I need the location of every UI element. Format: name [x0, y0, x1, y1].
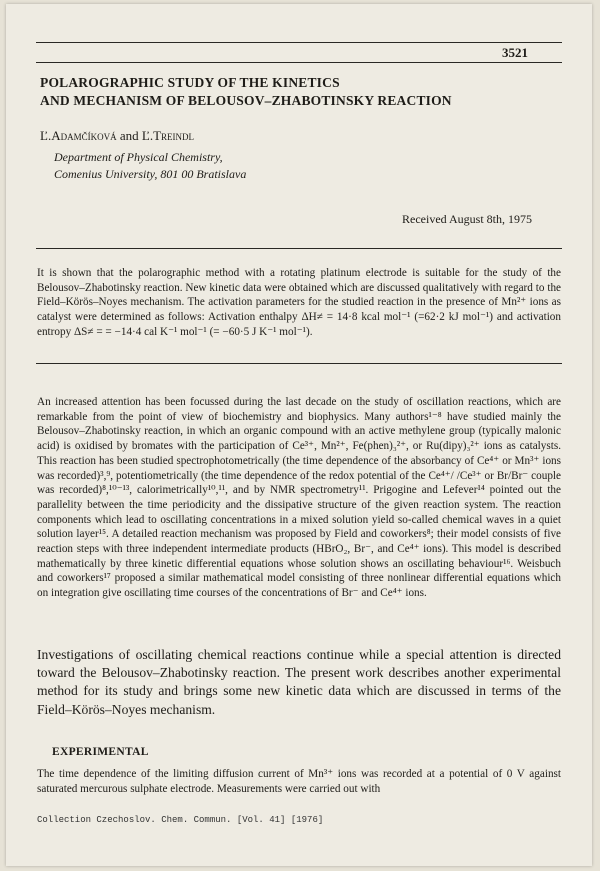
abstract-text: It is shown that the polarographic method with a rotating platinum electrode is suitable for the study of the Belousov–Zhabotinsky reaction. New kinetic data were obtained which are discussed qualitatively with regard to the Field–Körös–Noyes mechanism. The activation parameters for the studied reaction in the presence of Mn²⁺ ions as catalyst were determined as follows: Activation enthalpy ΔH≠ = 14·8 kcal mol⁻¹ (=62·2 kJ mol⁻¹) and activation entropy ΔS≠ = = −14·4 cal K⁻¹ mol⁻¹ (= −60·5 J K⁻¹ mol⁻¹). — [37, 267, 561, 338]
experimental-paragraph: The time dependence of the limiting diffusion current of Mn³⁺ ions was recorded at a potential of 0 V against saturated mercurous sulphate electrode. Measurements were carried out with — [37, 768, 561, 795]
affiliation-line-2: Comenius University, 801 00 Bratislava — [54, 167, 247, 181]
title-line-1: POLAROGRAPHIC STUDY OF THE KINETICS — [40, 75, 340, 90]
received-date: Received August 8th, 1975 — [402, 212, 532, 226]
page-number: 3521 — [502, 45, 528, 60]
abstract-rule-top — [36, 248, 562, 249]
title-line-2: AND MECHANISM OF BELOUSOV–ZHABOTINSKY REACTION — [40, 93, 452, 108]
affiliation — [54, 149, 246, 183]
author-2: Ľ.Treindl — [141, 128, 195, 143]
header-rule-top — [36, 42, 562, 43]
purpose-paragraph: Investigations of oscillating chemical reactions continue while a special attention is directed toward the Belousov–Zhabotinsky reaction. The present work describes another experimental method for its study and brings some new kinetic data which are discussed in terms of the Field–Körös–Noyes mechanism. — [37, 647, 561, 717]
author-1: Ľ.Adamčíková — [40, 128, 117, 143]
intro-paragraph: An increased attention has been focussed during the last decade on the study of oscillation reactions, which are remarkable from the point of view of biochemistry and biophysics. Many authors¹⁻⁸ have studied mainly the Belousov–Zhabotinsky reaction, in which an organic compound with an active methylene group (typically malonic acid) is oxidised by bromates with the participation of Ce³⁺, Mn²⁺, Fe(phen)₃²⁺, or Ru(dipy)₃²⁺ ions as catalysts. This reaction has been studied spectrophotometrically (the time dependence of the absorbancy of Ce⁴⁺ or Mn³⁺ ions was recorded)³,⁹, potentiometrically (the time dependence of the redox potential of the Ce⁴⁺/ /Ce³⁺ or Br/Br⁻ couple was recorded)⁸,¹⁰⁻¹³, calorimetrically¹⁰,¹¹, and by NMR spectrometry¹¹. Prigogine and Lefever¹⁴ pointed out the parallelity between the time periodicity and the dissipative structure of the given reaction system. The reaction components which lead to oscillating concentrations in a mixed solution yield so-called chemical waves in a quiet solution layer¹⁵. A detailed reaction mechanism was proposed by Field and coworkers⁸; their model consists of five reaction steps with three independent intermediate products (HBrO₂, Br⁻, and Ce⁴⁺ ions). This model is described mathematically by three kinetic differential equations whose solution shows an oscillating behaviour¹⁶. Weisbuch and coworkers¹⁷ proposed a similar mathematical model consisting of three nonlinear differential equations which on integration give oscillating time courses of the concentrations of Br⁻ and Ce⁴⁺ ions. — [37, 396, 561, 600]
affiliation-line-1: Department of Physical Chemistry, — [54, 150, 223, 164]
journal-footer: Collection Czechoslov. Chem. Commun. [Vol. 41] [1976] — [37, 815, 324, 825]
article-title — [40, 74, 560, 110]
section-heading-experimental: EXPERIMENTAL — [52, 746, 149, 758]
author-line — [40, 128, 194, 144]
header-rule-bottom — [36, 62, 562, 63]
author-conjunction: and — [119, 128, 139, 143]
abstract-rule-bottom — [36, 363, 562, 364]
journal-page — [6, 4, 592, 866]
